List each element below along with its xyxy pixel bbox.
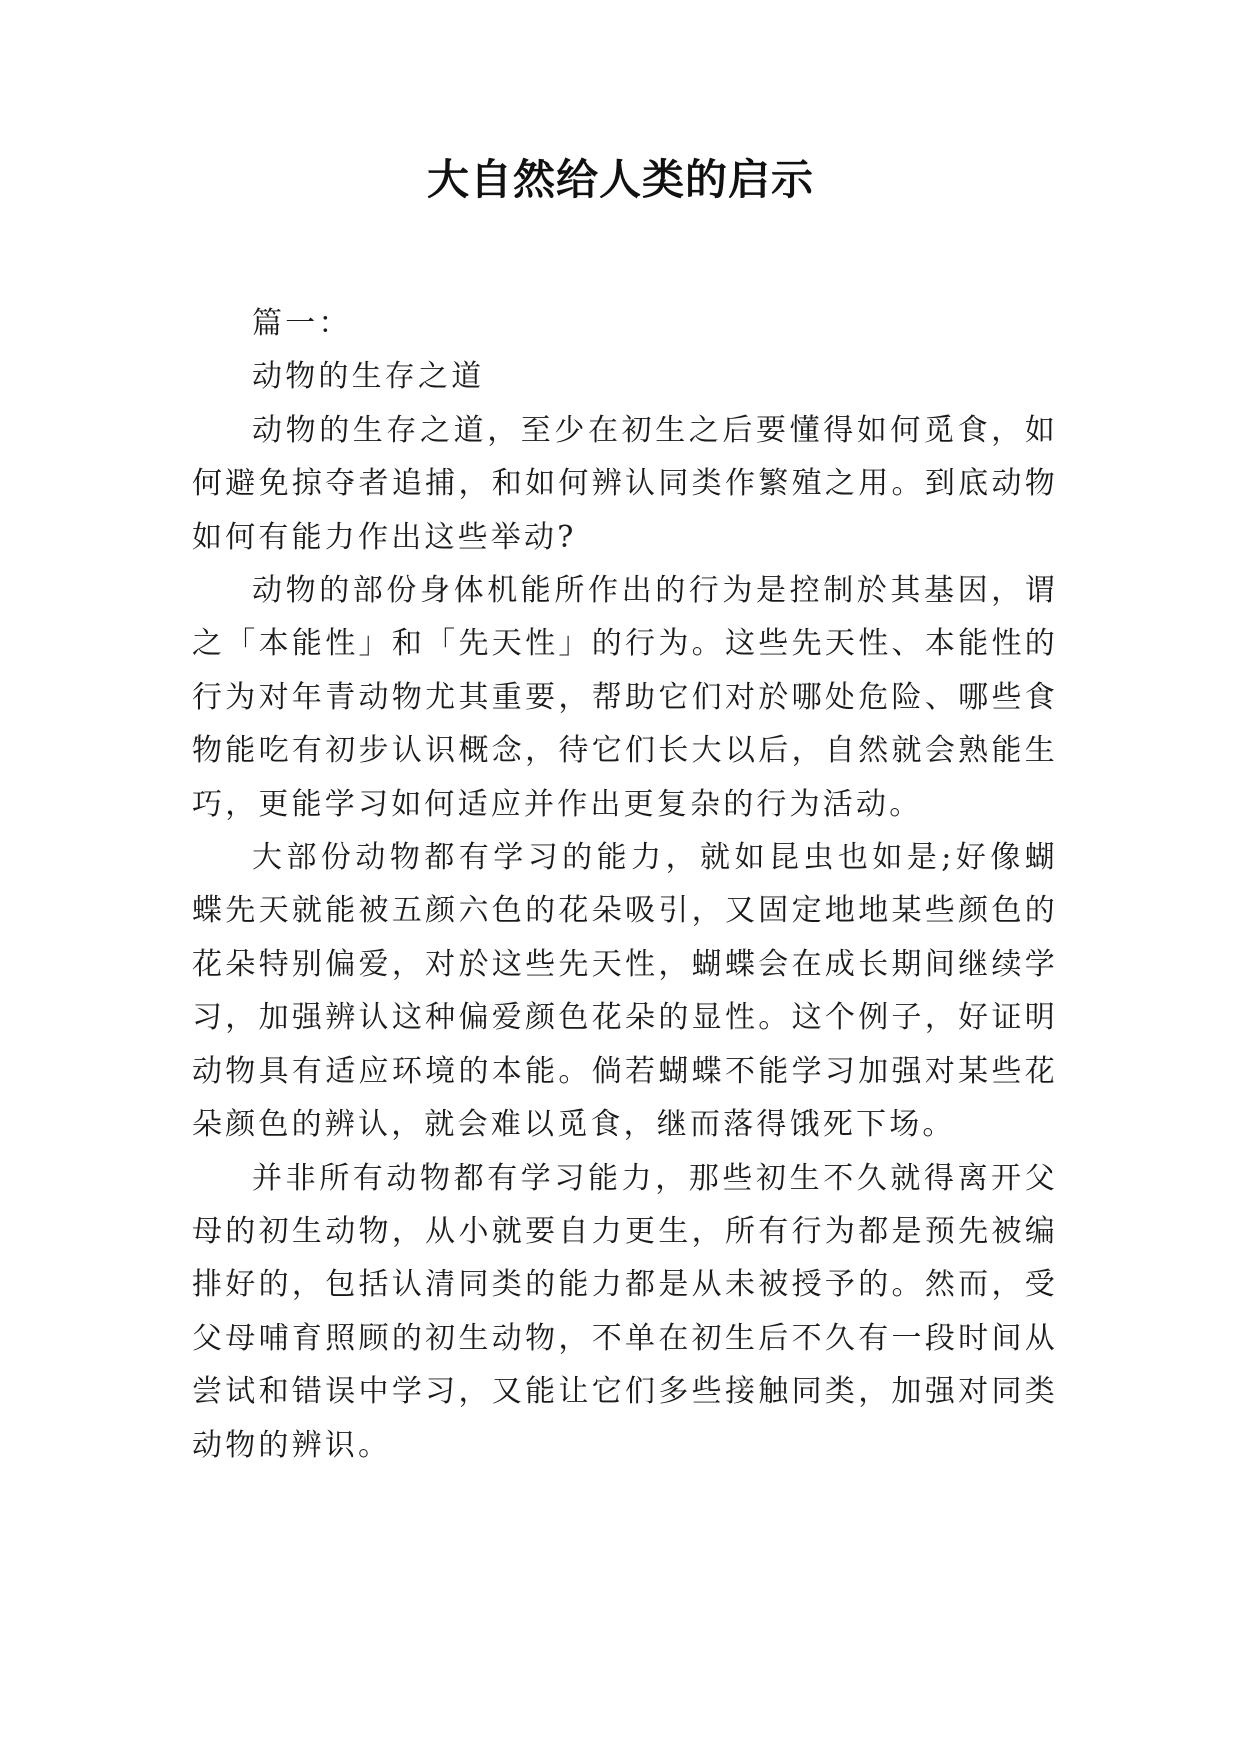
paragraph: 大部份动物都有学习的能力，就如昆虫也如是;好像蝴蝶先天就能被五颜六色的花朵吸引，又固定地地某些颜色的花朵特别偏爱，对於这些先天性，蝴蝶会在成长期间继续学习，加强辨认这种偏爱颜色花朵的显性。这个例子，好证明动物具有适应环境的本能。倘若蝴蝶不能学习加强对某些花朵颜色的辨认，就会难以觅食，继而落得饿死下场。	[192, 840, 1058, 1143]
section-label: 篇一：	[252, 306, 352, 341]
paragraph: 动物的部份身体机能所作出的行为是控制於其基因，谓之「本能性」和「先天性」的行为。这些先天性、本能性的行为对年青动物尤其重要，帮助它们对於哪处危险、哪些食物能吃有初步认识概念，待它们长大以后，自然就会熟能生巧，更能学习如何适应并作出更复杂的行为活动。	[192, 573, 1058, 822]
document-body	[192, 297, 1058, 1472]
document-title: 大自然给人类的启示	[426, 155, 814, 204]
paragraph: 动物的生存之道，至少在初生之后要懂得如何觅食，如何避免掠夺者追捕，和如何辨认同类作繁殖之用。到底动物如何有能力作出这些举动?	[192, 412, 1058, 555]
paragraph: 并非所有动物都有学习能力，那些初生不久就得离开父母的初生动物，从小就要自力更生，所有行为都是预先被编排好的，包括认清同类的能力都是从未被授予的。然而，受父母哺育照顾的初生动物，不单在初生后不久有一段时间从尝试和错误中学习，又能让它们多些接触同类，加强对同类动物的辨识。	[192, 1160, 1058, 1463]
section-subtitle: 动物的生存之道	[252, 359, 485, 395]
